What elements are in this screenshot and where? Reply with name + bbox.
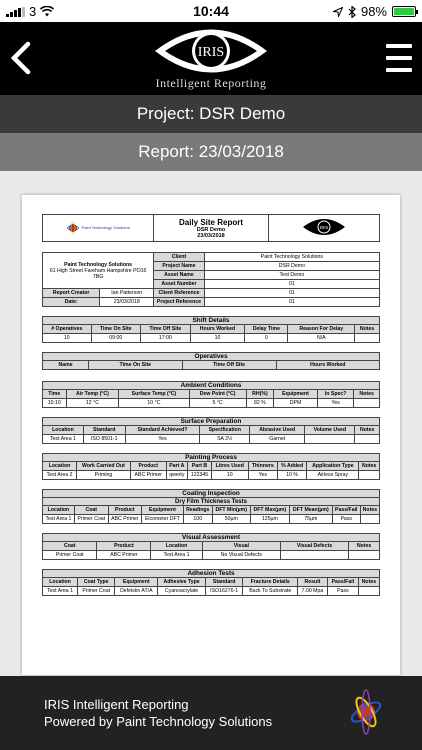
table-cell: ABC Primer [97,551,151,560]
column-header: Readings [183,506,212,515]
column-header: In Spec? [317,390,353,399]
table-row [43,515,380,524]
iris-logo-cell [268,215,379,242]
bluetooth-icon [348,6,356,18]
column-header: Product [130,462,166,471]
table-cell: 7.00 Mpa [298,587,328,596]
table-cell: 12 °C [66,399,119,408]
table-cell: 10:10 [43,399,67,408]
column-header: Litres Used [211,462,248,471]
column-header: Equipment [142,506,184,515]
project-title-bar: Project: DSR Demo [0,95,422,133]
column-header: Standard [83,426,125,435]
table-cell: SA 2½ [200,435,250,444]
table-cell: 09:00 [91,334,140,343]
table-cell [354,399,380,408]
column-header: RH(%) [246,390,273,399]
report-page [22,195,400,675]
column-header: Product [108,506,141,515]
report-title-cell [154,215,269,242]
table-cell [355,334,380,343]
detail-value: Paint Technology Solutions [204,253,379,262]
table-cell: qwerty [166,471,187,480]
small-logo-text: IRIS [319,225,329,230]
column-header: Adhesive Type [158,578,206,587]
column-header: Notes [349,542,380,551]
table-row [43,435,380,444]
table-cell: Pass [327,587,358,596]
section-title: Adhesion Tests [42,569,380,577]
table-cell: Test Area 1 [43,435,84,444]
section-title: Surface Preparation [42,417,380,425]
table-cell: ABC Primer [108,515,141,524]
operatives-section [42,352,380,372]
table-cell: 10 °C [119,399,189,408]
column-header: Notes [355,426,380,435]
status-time: 10:44 [193,3,229,19]
table-cell: Test Area 2 [43,471,77,480]
coating-section [42,489,380,524]
adhesion-table [42,577,380,596]
column-header: Part A [166,462,187,471]
report-document-viewer[interactable] [0,171,422,676]
column-header: Standard Achieved? [125,426,200,435]
column-header: Equipment [115,578,158,587]
visual-section [42,533,380,560]
detail-label: Client [154,253,205,262]
column-header: Location [151,542,202,551]
pts-atom-logo-icon [348,686,384,738]
section-title: Coating Inspection [42,489,380,497]
column-header: Notes [360,506,379,515]
table-cell: Primer Coat [43,551,97,560]
operatives-table [42,360,380,372]
section-title: Operatives [42,352,380,360]
table-cell [355,435,380,444]
column-header: DFT Max(µm) [250,506,289,515]
detail-value: DSR Demo [204,262,379,271]
table-cell: 10 [43,334,92,343]
column-header: Application Type [307,462,359,471]
footer-line-2: Powered by Paint Technology Solutions [44,714,273,729]
creator-value: Ian Patterson [100,289,154,298]
shift-section [42,316,380,343]
table-cell: 10 [190,334,245,343]
table-cell: 75µm [289,515,332,524]
table-cell: Cyanoacrylate [158,587,206,596]
table-cell: Garnet [250,435,305,444]
logo-text: IRIS [197,45,225,60]
table-cell: No Visual Defects [202,551,280,560]
column-header: Coat [43,542,97,551]
column-header: Time Off Site [182,361,276,370]
eye-logo-icon [151,26,271,76]
company-name: Paint Technology Solutions [64,261,133,268]
column-header: Coat Type [78,578,115,587]
report-project: DSR Demo [196,226,226,233]
column-header: Thinners [248,462,277,471]
table-row [43,587,380,596]
company-address: 61 High Street Fareham Hampshire PO16 7BG [49,267,147,280]
company-cell [43,253,154,289]
table-cell: 122345 [188,471,212,480]
table-row [43,334,380,343]
table-cell: Yes [248,471,277,480]
logo-tagline: Intelligent Reporting [155,76,267,90]
date-label: Date: [43,298,100,307]
column-header: Location [43,578,78,587]
shift-table [42,324,380,343]
detail-value: 01 [204,289,379,298]
table-cell [281,551,349,560]
surface-table [42,425,380,444]
column-header: DFT Min(µm) [212,506,250,515]
column-header: Visual [202,542,280,551]
detail-value: Test Demo [204,271,379,280]
table-cell: Pass [332,515,360,524]
table-row [43,551,380,560]
footer-line-1: IRIS Intelligent Reporting [44,697,189,712]
hamburger-menu-icon[interactable] [386,44,412,72]
table-row [43,370,380,373]
column-header: Coat [74,506,108,515]
app-header [0,22,422,95]
detail-label: Project Reference [154,298,205,307]
column-header: Time On Site [91,325,140,334]
column-header: Name [43,361,89,370]
column-header: Notes [354,390,380,399]
surface-section [42,417,380,444]
detail-label: Asset Name [154,271,205,280]
table-cell: N/A [288,334,355,343]
table-cell: Back To Substrate [243,587,298,596]
column-header: Pass/Fail [327,578,358,587]
table-cell: Test Area 1 [151,551,202,560]
detail-value: 01 [204,280,379,289]
column-header: Pass/Fail [332,506,360,515]
column-header: Work Carried Out [77,462,131,471]
column-header: Delay Time [245,325,288,334]
table-cell: 125µm [250,515,289,524]
coating-table [42,505,380,524]
table-cell: DPM [274,399,318,408]
report-date: 23/03/2018 [197,232,225,239]
report-title: Daily Site Report [178,217,243,227]
table-cell: Elcometer DFT [142,515,184,524]
small-eye-logo-icon [302,218,346,236]
table-cell: Yes [125,435,200,444]
ambient-section [42,381,380,408]
table-cell: Test Area 1 [43,515,75,524]
column-header: Notes [355,325,380,334]
column-header: Reason For Delay [288,325,355,334]
column-header: Hours Worked [190,325,245,334]
iris-logo [143,26,279,92]
location-icon [333,7,343,17]
column-header: Hours Worked [276,361,379,370]
back-chevron-icon[interactable] [8,40,34,76]
detail-value: 01 [204,298,379,307]
table-cell: Test Area 1 [43,587,78,596]
column-header: Result [298,578,328,587]
table-cell: Airless Spray [307,471,359,480]
column-header: Abrasive Used [250,426,305,435]
table-cell [358,587,379,596]
table-cell: Yes [317,399,353,408]
table-cell: 10 % [277,471,306,480]
table-cell [359,471,380,480]
column-header: Location [43,506,75,515]
table-cell: 10 [211,471,248,480]
column-header: Equipment [274,390,318,399]
section-title: Shift Details [42,316,380,324]
column-header: Visual Defects [281,542,349,551]
detail-label: Asset Number [154,280,205,289]
pts-logo [44,222,152,234]
table-cell: Priming [77,471,131,480]
column-header: Time Off Site [140,325,190,334]
column-header: Part B [188,462,212,471]
column-header: Location [43,462,77,471]
column-header: Specification [200,426,250,435]
empty-cell [43,370,380,373]
column-header: Air Temp (°C) [66,390,119,399]
report-sheet [42,214,380,596]
pts-logo-icon [67,222,79,234]
table-cell: 82 % [246,399,273,408]
table-cell: 5 °C [189,399,246,408]
column-header: Time On Site [89,361,182,370]
section-title: Ambient Conditions [42,381,380,389]
column-header: # Operatives [43,325,92,334]
painting-table [42,461,380,480]
visual-table [42,541,380,560]
column-header: DFT Mean(µm) [289,506,332,515]
column-header: Standard [205,578,243,587]
column-header: Notes [359,462,380,471]
footer-text [44,696,272,730]
app-footer [0,676,422,750]
column-header: Time [43,390,67,399]
column-header: Dew Point (°C) [189,390,246,399]
column-header: Surface Temp (°C) [119,390,189,399]
table-cell: 0 [245,334,288,343]
battery-icon [392,6,416,17]
report-header-table [42,214,380,242]
status-bar [0,0,422,22]
table-cell [360,515,379,524]
column-header: Fracture Details [243,578,298,587]
adhesion-section [42,569,380,596]
creator-label: Report Creator [43,289,100,298]
section-title: Painting Process [42,453,380,461]
ambient-table [42,389,380,408]
section-title: Visual Assessment [42,533,380,541]
column-header: Product [97,542,151,551]
table-cell: 50µm [212,515,250,524]
table-cell: Primer Coat [74,515,108,524]
painting-section [42,453,380,480]
column-header: Notes [358,578,379,587]
section-subtitle: Dry Film Thickness Tests [42,497,380,505]
date-value: 23/03/2018 [100,298,154,307]
table-cell: 17:00 [140,334,190,343]
table-cell: Defelsko AT/A [115,587,158,596]
pts-logo-cell [43,215,154,242]
table-row [43,399,380,408]
column-header: Volume Used [305,426,355,435]
table-cell [305,435,355,444]
detail-label: Client Reference [154,289,205,298]
status-right [333,4,416,19]
table-cell: 100 [183,515,212,524]
table-cell [349,551,380,560]
table-cell: ISO 8501-1 [83,435,125,444]
pts-logo-label: Paint Technology Solutions [81,225,130,230]
carrier-label: 3 [29,4,37,19]
table-cell: ABC Primer [130,471,166,480]
battery-percent: 98% [360,4,387,19]
column-header: Location [43,426,84,435]
table-row [43,471,380,480]
column-header: % Added [277,462,306,471]
table-cell: Primer Coat [78,587,115,596]
report-date-bar: Report: 23/03/2018 [0,133,422,171]
company-details-table [42,252,380,307]
table-cell: ISO16276-1 [205,587,243,596]
detail-label: Project Name [154,262,205,271]
